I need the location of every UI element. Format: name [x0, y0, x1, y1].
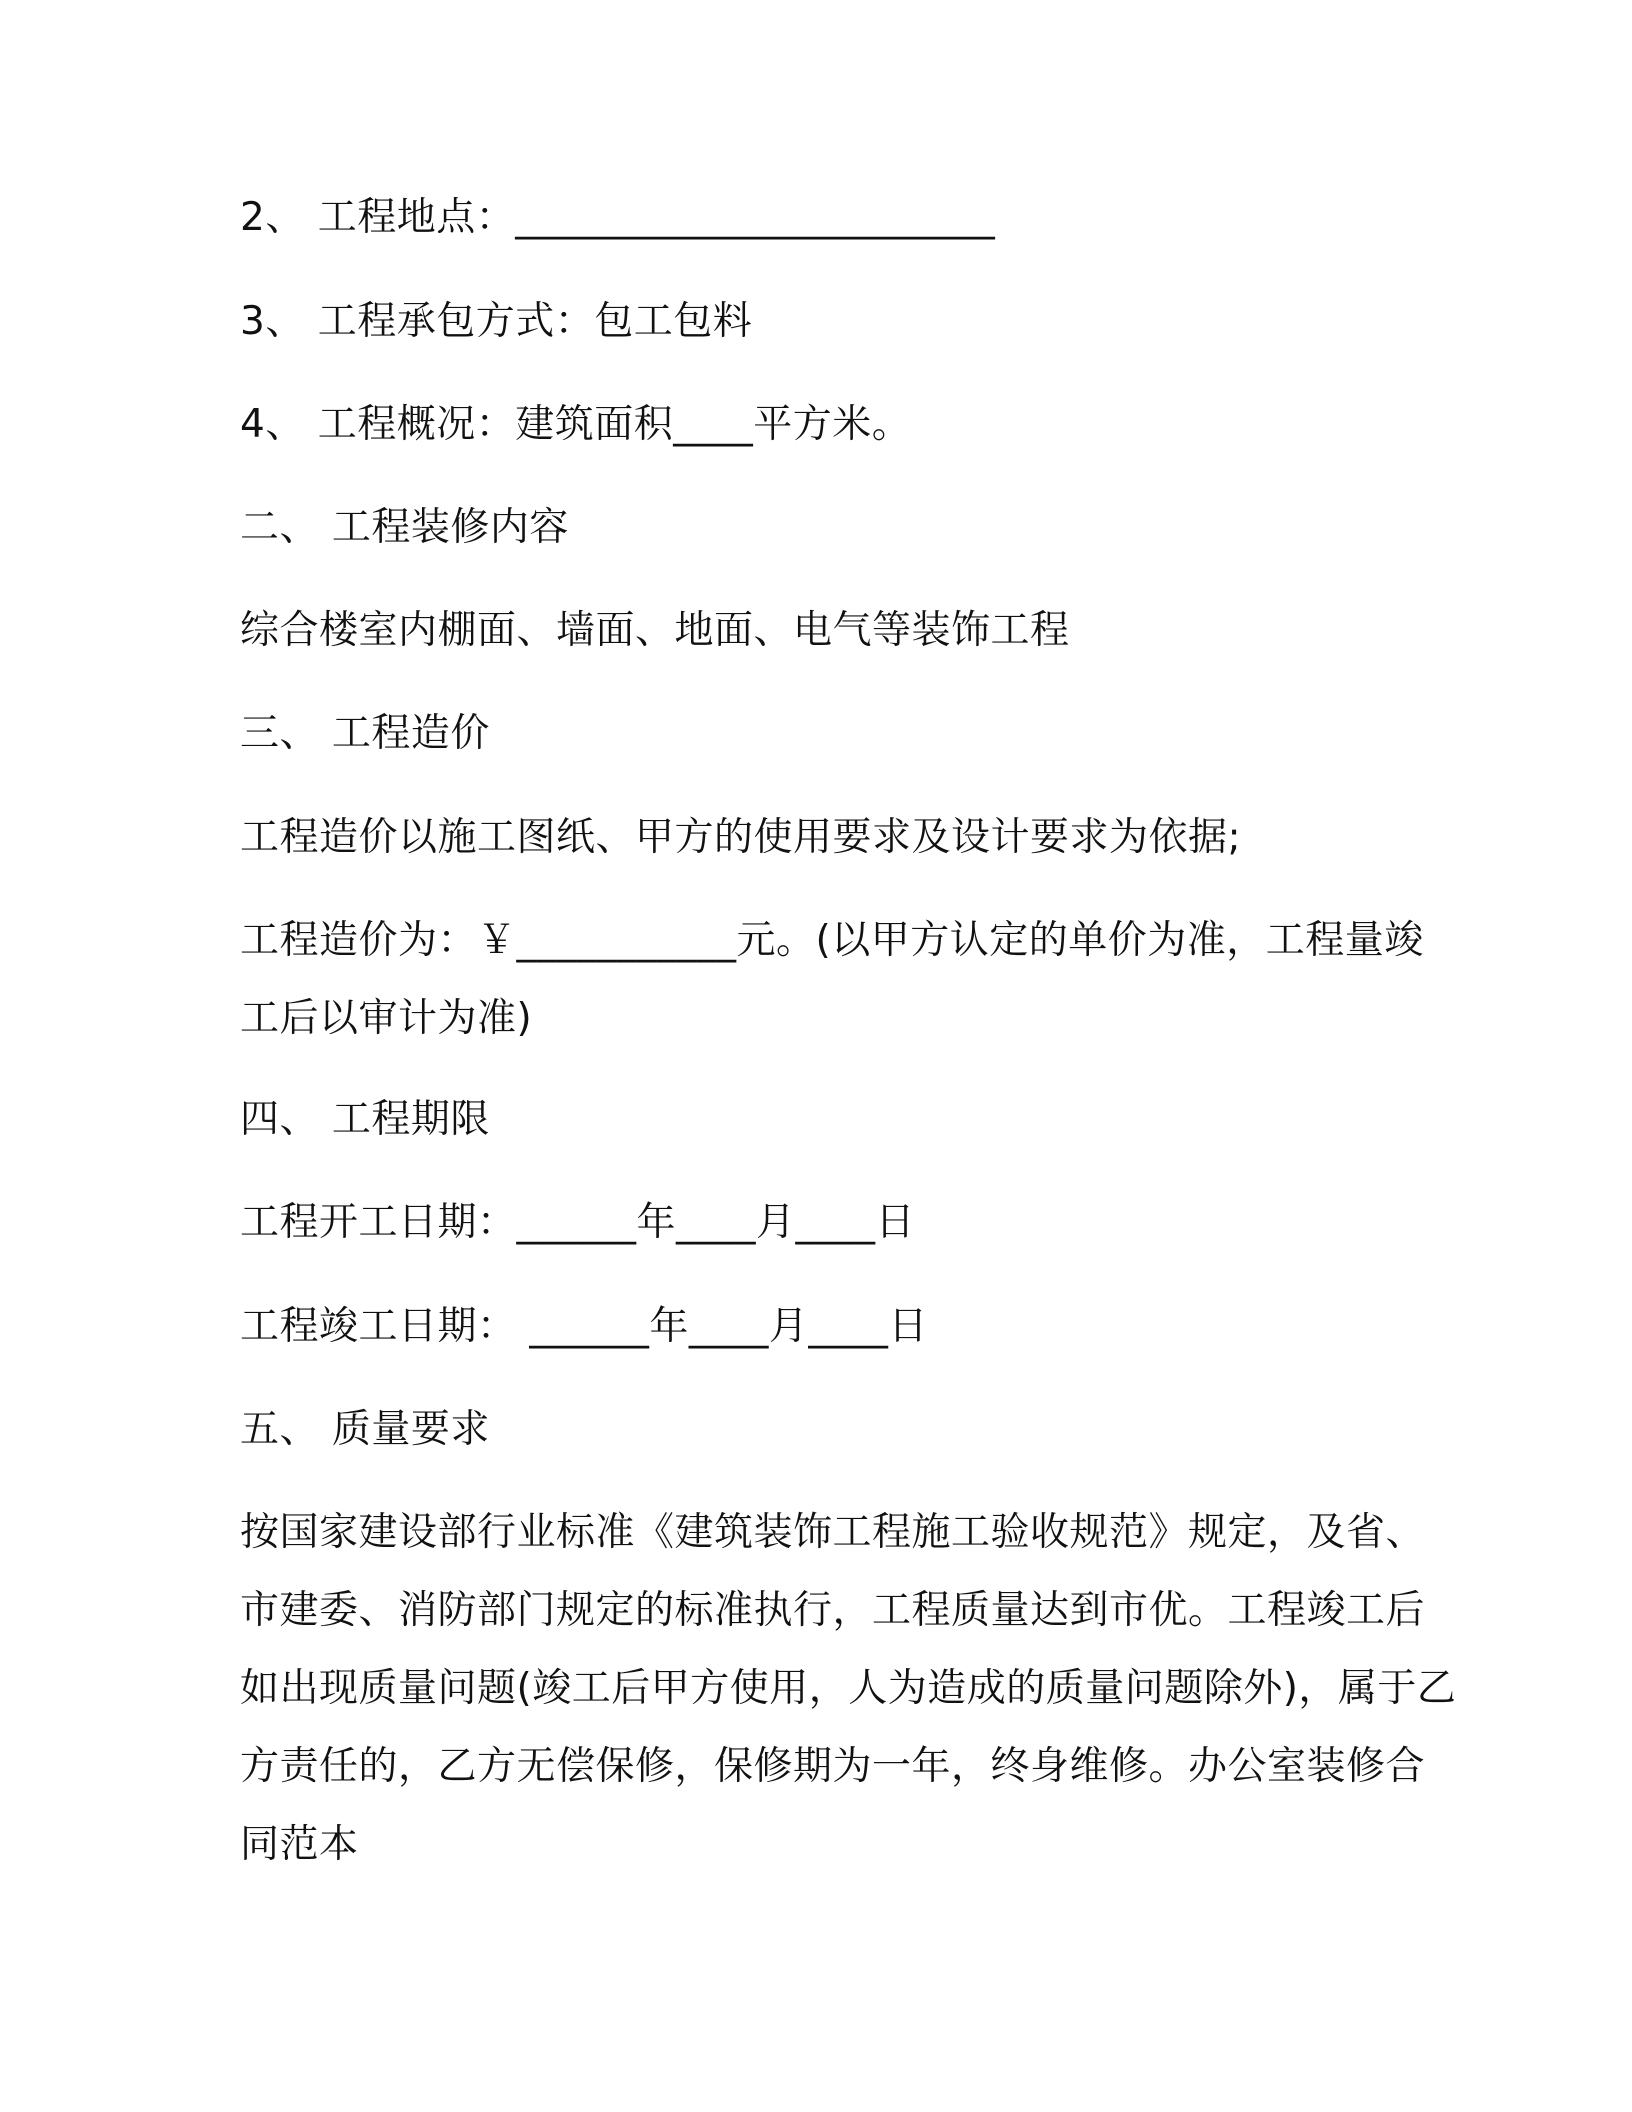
section-heading-decoration-content: 二、 工程装修内容 — [240, 505, 569, 550]
quality-line-5: 同范本 — [240, 1822, 359, 1867]
cost-amount-line-1: 工程造价为：￥___________元。(以甲方认定的单价为准，工程量竣 — [240, 918, 1424, 963]
clause-contract-method: 3、 工程承包方式：包工包料 — [240, 299, 753, 344]
quality-line-3: 如出现质量问题(竣工后甲方使用，人为造成的质量问题除外)，属于乙 — [240, 1666, 1457, 1711]
section-heading-project-cost: 三、 工程造价 — [240, 711, 490, 756]
clause-project-location: 2、 工程地点：________________________ — [240, 195, 996, 240]
quality-line-4: 方责任的，乙方无偿保修，保修期为一年，终身维修。办公室装修合 — [240, 1744, 1426, 1789]
cost-basis-text: 工程造价以施工图纸、甲方的使用要求及设计要求为依据; — [240, 815, 1242, 860]
start-date-line: 工程开工日期：______年____月____日 — [240, 1200, 916, 1245]
clause-project-overview: 4、 工程概况：建筑面积____平方米。 — [240, 402, 912, 447]
decoration-content-text: 综合楼室内棚面、墙面、地面、电气等装饰工程 — [240, 608, 1070, 653]
quality-requirements-paragraph — [240, 1494, 1457, 1884]
cost-amount-paragraph — [240, 902, 1424, 1058]
quality-line-2: 市建委、消防部门规定的标准执行，工程质量达到市优。工程竣工后 — [240, 1588, 1426, 1633]
section-heading-project-period: 四、 工程期限 — [240, 1097, 490, 1142]
completion-date-line: 工程竣工日期： ______年____月____日 — [240, 1304, 928, 1349]
section-heading-quality-requirements: 五、 质量要求 — [240, 1407, 490, 1452]
cost-amount-line-2: 工后以审计为准) — [240, 996, 533, 1041]
quality-line-1: 按国家建设部行业标准《建筑装饰工程施工验收规范》规定，及省、 — [240, 1510, 1426, 1555]
